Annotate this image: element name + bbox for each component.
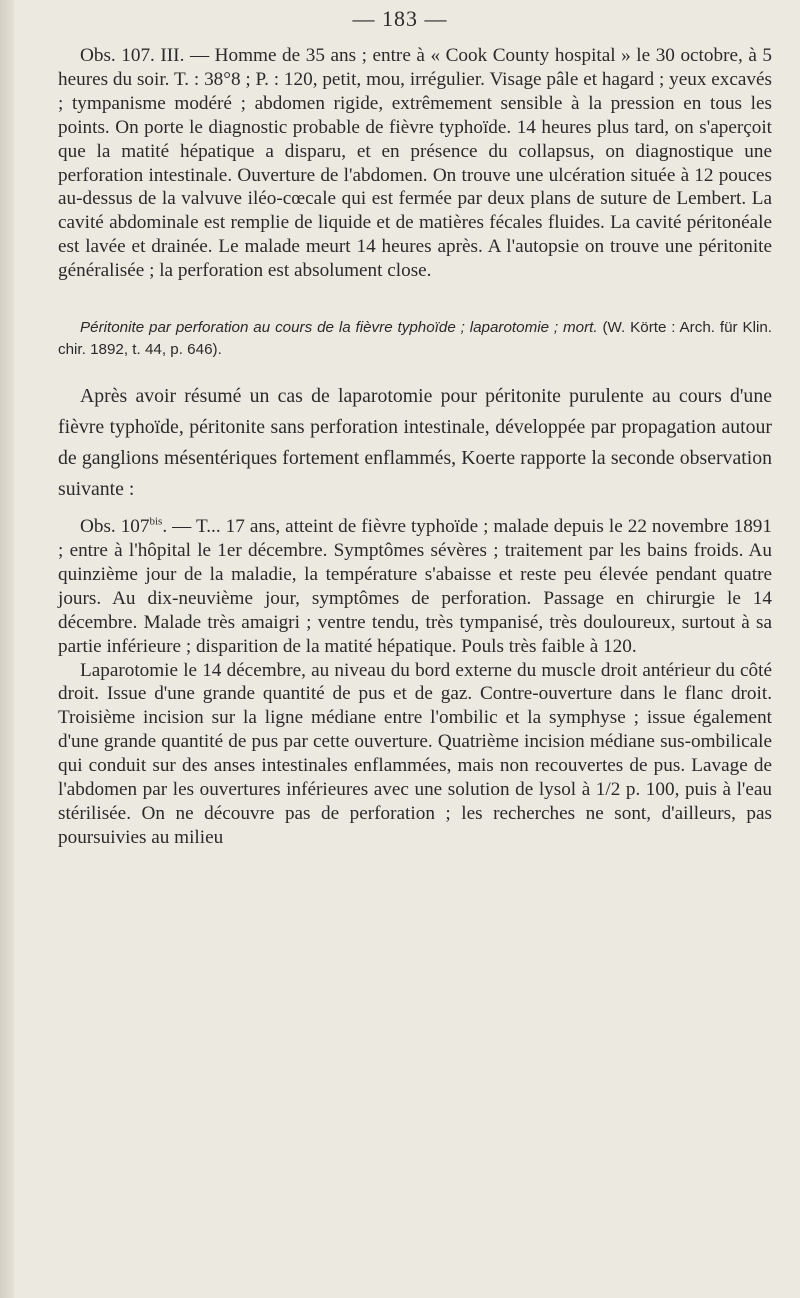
- page-binding-shadow: [0, 0, 14, 1298]
- observation-107: [58, 44, 772, 283]
- reference-source: (W. Körte : Arch. für Klin. chir. 1892, t. 44, p. 646).: [58, 319, 772, 359]
- intro-paragraph: Après avoir résumé un cas de laparotomie pour péritonite purulente au cours d'une fièvre typhoïde, péritonite sans perforation intestinale, développée par propagation autour de ganglions mésentériques fortement enflammés, Koerte rapporte la seconde observation suivante :: [58, 385, 772, 501]
- observation-107-text: — Homme de 35 ans ; entre à « Cook County hospital » le 30 octobre, à 5 heures du soir. T. : 38°8 ; P. : 120, petit, mou, irrégulier. Visage pâle et hagard ; yeux excavés ; tympanisme modéré ; abdomen rigide, extrêmement sensible à la pression en tous les points. On porte le diagnostic probable de fièvre typhoïde. 14 heures plus tard, on s'aperçoit que la matité hépatique a disparu, et en présence du collapsus, on diagnostique une perforation intestinale. Ouverture de l'abdomen. On trouve une ulcération située à 12 pouces au-dessus de la valvuve iléo-cœcale qui est fermée par deux plans de suture de Lembert. La cavité abdominale est remplie de liquide et de matières fécales fluides. La cavité péritonéale est lavée et drainée. Le malade meurt 14 heures après. A l'autopsie on trouve une péritonite généralisée ; la perforation est absolument close.: [58, 45, 772, 282]
- observation-107bis-text: . — T... 17 ans, atteint de fièvre typhoïde ; malade depuis le 22 novembre 1891 ; entre à l'hôpital le 1er décembre. Symptômes sévères ; traitement par les bains froids. Au quinzième jour de la maladie, la température s'abaisse et reste peu élevée pendant quatre jours. Au dix-neuvième jour, symptômes de perforation. Passage en chirurgie le 14 décembre. Malade très amaigri ; ventre tendu, très tympanisé, très douloureux, surtout à sa partie inférieure ; disparition de la matité hépatique. Pouls très faible à 120.: [58, 516, 772, 657]
- page-body: [58, 44, 772, 850]
- observation-107bis: [58, 515, 772, 658]
- bibliographic-reference: [58, 317, 772, 361]
- observation-107-label: Obs. 107. III.: [80, 45, 185, 66]
- reference-title: Péritonite par perforation au cours de la fièvre typhoïde ; laparotomie ; mort.: [80, 319, 598, 337]
- observation-107bis-continued: Laparotomie le 14 décembre, au niveau du bord externe du muscle droit antérieur du côté droit. Issue d'une grande quantité de pus et de gaz. Contre-ouverture dans le flanc droit. Troisième incision sur la ligne médiane entre l'ombilic et la symphyse ; issue également d'une grande quantité de pus par cette ouverture. Quatrième incision médiane sus-ombilicale qui conduit sur des anses intestinales enflammées, mais non recouvertes de pus. Lavage de l'abdomen par les ouvertures inférieures avec une solution de lysol à 1/2 p. 100, puis à l'eau stérilisée. On ne découvre pas de perforation ; les recherches ne sont, d'ailleurs, pas poursuivies au milieu: [58, 659, 772, 848]
- observation-107bis-label-sup: bis: [149, 515, 163, 528]
- page-number: — 183 —: [352, 6, 448, 31]
- observation-107bis-label: Obs. 107: [80, 516, 150, 538]
